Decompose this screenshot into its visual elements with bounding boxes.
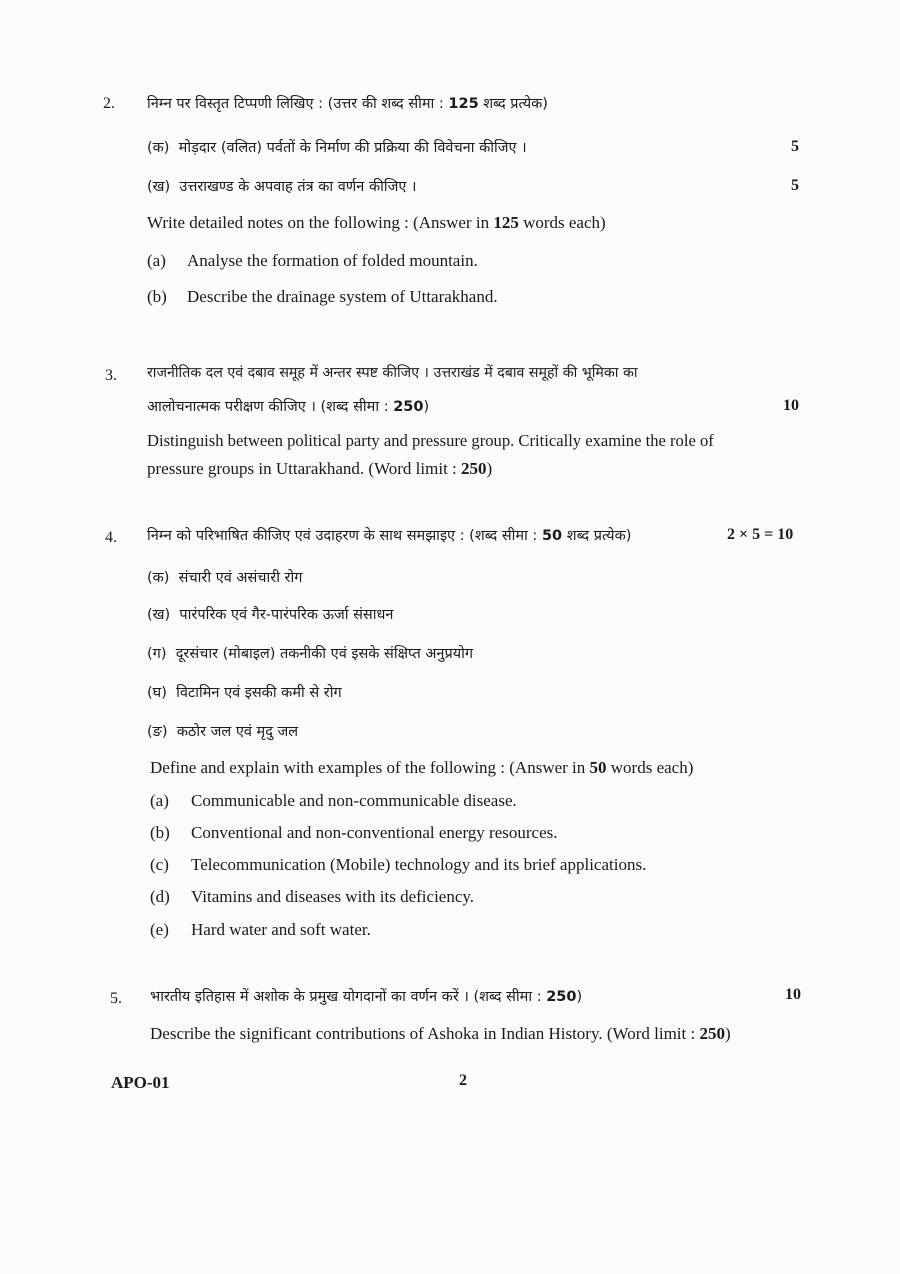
paper-code: APO-01 bbox=[111, 1073, 170, 1092]
q2-english-item-a: (a) Analyse the formation of folded mountain. bbox=[147, 251, 478, 270]
q4-english-item-a: (a) Communicable and non-communicable disease. bbox=[150, 791, 517, 810]
q2-item-b-marks: 5 bbox=[791, 177, 799, 194]
q4-hindi-prompt: निम्न को परिभाषित कीजिए एवं उदाहरण के साथ समझाइए : (शब्द सीमा : 50 शब्द प्रत्येक) bbox=[147, 528, 632, 544]
q2-english-prompt: Write detailed notes on the following : (Answer in 125 words each) bbox=[147, 213, 606, 232]
q3-hindi-line2: आलोचनात्मक परीक्षण कीजिए । (शब्द सीमा : 250) bbox=[147, 399, 430, 415]
q4-english-prompt: Define and explain with examples of the following : (Answer in 50 words each) bbox=[150, 758, 694, 777]
q2-hindi-prompt: निम्न पर विस्तृत टिप्पणी लिखिए : (उत्तर की शब्द सीमा : 125 शब्द प्रत्येक) bbox=[147, 96, 548, 112]
q5-hindi: भारतीय इतिहास में अशोक के प्रमुख योगदानों का वर्णन करें । (शब्द सीमा : 250) bbox=[150, 989, 583, 1005]
q3-english-line1: Distinguish between political party and pressure group. Critically examine the role of bbox=[147, 431, 714, 450]
q3-hindi-line1: राजनीतिक दल एवं दबाव समूह में अन्तर स्पष्ट कीजिए । उत्तराखंड में दबाव समूहों की भूमिका का bbox=[147, 365, 638, 381]
q2-number: 2. bbox=[103, 95, 115, 112]
q5-number: 5. bbox=[110, 990, 122, 1007]
q5-english: Describe the significant contributions of Ashoka in Indian History. (Word limit : 250) bbox=[150, 1024, 731, 1043]
page-number: 2 bbox=[459, 1072, 467, 1089]
q4-hindi-item-b: (ख) पारंपरिक एवं गैर-पारंपरिक ऊर्जा संसाधन bbox=[147, 607, 394, 623]
q5-marks: 10 bbox=[785, 986, 801, 1003]
q3-english-line2: pressure groups in Uttarakhand. (Word limit : 250) bbox=[147, 459, 493, 478]
q3-marks: 10 bbox=[783, 397, 799, 414]
q4-hindi-item-c: (ग) दूरसंचार (मोबाइल) तकनीकी एवं इसके संक्षिप्त अनुप्रयोग bbox=[147, 646, 474, 662]
q4-english-item-d: (d) Vitamins and diseases with its deficiency. bbox=[150, 887, 475, 906]
q4-hindi-item-d: (घ) विटामिन एवं इसकी कमी से रोग bbox=[147, 685, 342, 701]
q4-hindi-item-e: (ङ) कठोर जल एवं मृदु जल bbox=[147, 724, 299, 740]
q4-number: 4. bbox=[105, 529, 117, 546]
q4-english-item-e: (e) Hard water and soft water. bbox=[150, 920, 371, 939]
q4-marks: 2 × 5 = 10 bbox=[727, 526, 794, 543]
q2-item-a-marks: 5 bbox=[791, 138, 799, 155]
q2-hindi-item-a: (क) मोड़दार (वलित) पर्वतों के निर्माण की प्रक्रिया की विवेचना कीजिए । bbox=[147, 140, 527, 156]
q4-english-item-c: (c) Telecommunication (Mobile) technology and its brief applications. bbox=[150, 855, 647, 874]
q4-hindi-item-a: (क) संचारी एवं असंचारी रोग bbox=[147, 570, 303, 586]
q2-english-item-b: (b) Describe the drainage system of Uttarakhand. bbox=[147, 287, 498, 306]
q2-hindi-item-b: (ख) उत्तराखण्ड के अपवाह तंत्र का वर्णन कीजिए । bbox=[147, 179, 417, 195]
q4-english-item-b: (b) Conventional and non-conventional energy resources. bbox=[150, 823, 558, 842]
q3-number: 3. bbox=[105, 367, 117, 384]
